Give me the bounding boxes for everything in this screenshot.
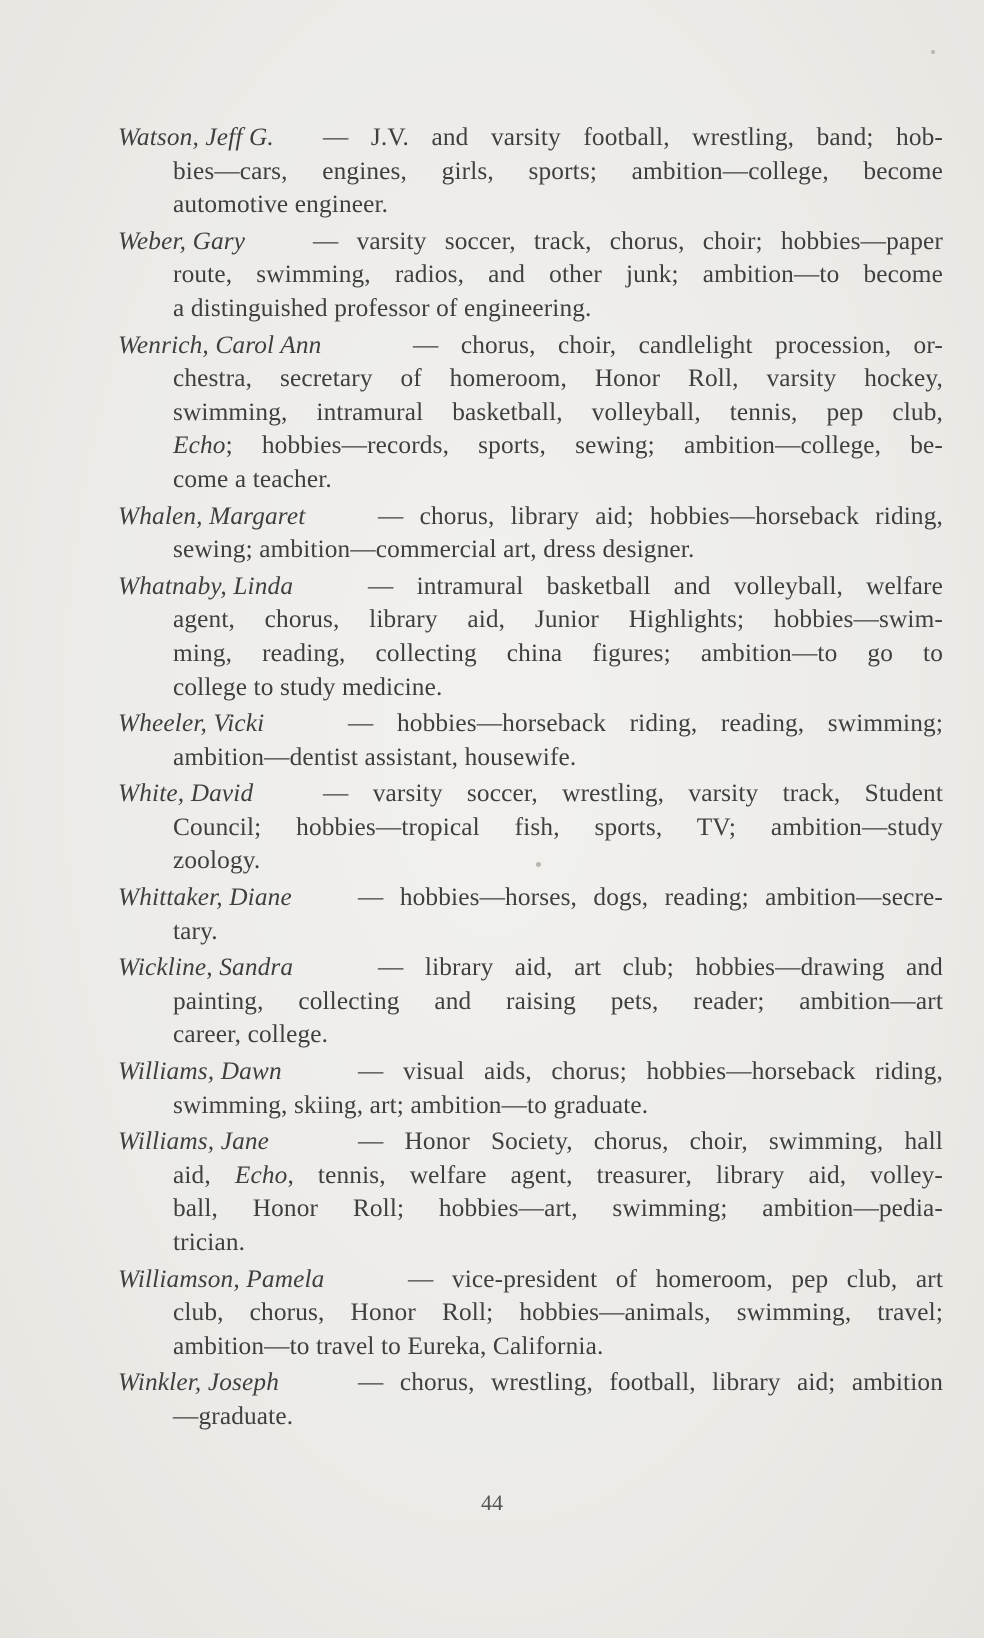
entry-text: a distinguished professor of engineering. xyxy=(173,293,592,322)
entry-text: route, swimming, radios, and other junk; ambition—to become xyxy=(173,260,943,289)
entry-text: bies—cars, engines, girls, sports; ambition—college, become xyxy=(173,156,943,185)
entry-line xyxy=(173,396,943,430)
entry-text: — chorus, wrestling, football, library aid; ambition xyxy=(358,1368,943,1397)
entry-text: — chorus, choir, candlelight procession, or- xyxy=(413,330,943,359)
entry-text: — varsity soccer, track, chorus, choir; hobbies—paper xyxy=(313,226,943,255)
entry-line xyxy=(173,429,943,463)
senior-entry xyxy=(118,570,943,704)
entry-line xyxy=(173,1366,943,1400)
entry-line xyxy=(173,741,943,775)
entry-text: tary. xyxy=(173,916,218,945)
entry-line xyxy=(173,637,943,671)
entry-line xyxy=(173,533,943,567)
entry-line xyxy=(173,603,943,637)
senior-entry xyxy=(118,707,943,774)
senior-entry xyxy=(118,500,943,567)
paper-speck xyxy=(931,50,935,54)
entry-line xyxy=(173,844,943,878)
student-name: Whatnaby, Linda xyxy=(118,571,294,600)
student-name: Wickline, Sandra xyxy=(118,953,294,982)
entry-text: Echo; hobbies—records, sports, sewing; ambition—college, be- xyxy=(173,431,943,460)
student-name: Williams, Jane xyxy=(118,1127,270,1156)
entry-text: — Honor Society, chorus, choir, swimming, hall xyxy=(358,1127,943,1156)
entry-text: come a teacher. xyxy=(173,464,332,493)
entry-text: club, chorus, Honor Roll; hobbies—animals, swimming, travel; xyxy=(173,1298,943,1327)
student-name: Watson, Jeff G. xyxy=(118,123,274,151)
entry-line xyxy=(173,811,943,845)
entry-text: agent, chorus, library aid, Junior Highlights; hobbies—swim- xyxy=(173,605,943,634)
senior-entry xyxy=(118,1263,943,1364)
senior-entry xyxy=(118,1366,943,1433)
entry-text: — varsity soccer, wrestling, varsity track, Student xyxy=(323,779,943,808)
student-name: White, David xyxy=(118,779,254,808)
senior-entry xyxy=(118,225,943,326)
student-name: Wenrich, Carol Ann xyxy=(118,330,322,359)
entry-text: college to study medicine. xyxy=(173,672,443,701)
entry-text: — hobbies—horseback riding, reading, swimming; xyxy=(348,709,943,738)
entry-text: sewing; ambition—commercial art, dress designer. xyxy=(173,535,695,564)
entry-line xyxy=(173,777,943,811)
entry-text: painting, collecting and raising pets, reader; ambition—art xyxy=(173,986,943,1015)
entry-line xyxy=(173,671,943,705)
student-name: Weber, Gary xyxy=(118,226,246,255)
entry-text: — vice-president of homeroom, pep club, art xyxy=(408,1264,943,1293)
entry-line xyxy=(173,1400,943,1434)
entry-text: zoology. xyxy=(173,846,261,875)
senior-entries-list xyxy=(0,121,984,1437)
entry-text: chestra, secretary of homeroom, Honor Roll, varsity hockey, xyxy=(173,364,943,393)
entry-line xyxy=(173,1018,943,1052)
entry-line xyxy=(173,707,943,741)
entry-text: Council; hobbies—tropical fish, sports, TV; ambition—study xyxy=(173,812,943,841)
senior-entry xyxy=(118,777,943,878)
entry-text: ambition—dentist assistant, housewife. xyxy=(173,742,577,771)
entry-line xyxy=(173,1226,943,1260)
entry-line xyxy=(173,121,943,155)
senior-entry xyxy=(118,1055,943,1122)
senior-entry xyxy=(118,121,943,222)
entry-line xyxy=(173,155,943,189)
entry-text: ambition—to travel to Eureka, California. xyxy=(173,1331,604,1360)
entry-line xyxy=(173,362,943,396)
entry-text: — library aid, art club; hobbies—drawing and xyxy=(378,953,943,982)
entry-text: ming, reading, collecting china figures; ambition—to go to xyxy=(173,638,943,667)
student-name: Winkler, Joseph xyxy=(118,1368,280,1397)
entry-text: trician. xyxy=(173,1228,246,1256)
senior-entry xyxy=(118,1125,944,1259)
senior-entry xyxy=(118,329,943,497)
entry-line xyxy=(173,1330,943,1364)
entry-line xyxy=(173,258,943,292)
entry-text: automotive engineer. xyxy=(173,190,389,219)
entry-text: —graduate. xyxy=(173,1401,294,1430)
entry-text: — J.V. and varsity football, wrestling, band; hob- xyxy=(323,123,943,151)
entry-line xyxy=(173,225,943,259)
entry-text: swimming, skiing, art; ambition—to graduate. xyxy=(173,1090,649,1119)
entry-line xyxy=(173,463,943,497)
student-name: Wheeler, Vicki xyxy=(118,709,265,738)
student-name: Whalen, Margaret xyxy=(118,501,306,530)
entry-text: swimming, intramural basketball, volleyball, tennis, pep club, xyxy=(173,397,943,426)
entry-line xyxy=(173,1125,943,1159)
entry-text: aid, Echo, tennis, welfare agent, treasurer, library aid, volley- xyxy=(173,1160,944,1189)
entry-text: — visual aids, chorus; hobbies—horseback riding, xyxy=(358,1057,943,1086)
page-number: 44 xyxy=(481,1490,503,1515)
entry-line xyxy=(173,1159,943,1193)
entry-line xyxy=(173,985,943,1019)
senior-entry xyxy=(118,951,943,1052)
entry-line xyxy=(173,1089,943,1123)
student-name: Whittaker, Diane xyxy=(118,883,292,912)
entry-text: career, college. xyxy=(173,1020,329,1049)
entry-line xyxy=(173,292,943,326)
entry-line xyxy=(173,915,943,949)
entry-line xyxy=(173,188,943,222)
entry-line xyxy=(173,1296,943,1330)
entry-text: — chorus, library aid; hobbies—horseback riding, xyxy=(378,501,943,530)
student-name: Williamson, Pamela xyxy=(118,1264,325,1293)
entry-line xyxy=(173,1192,943,1226)
entry-text: ball, Honor Roll; hobbies—art, swimming; ambition—pedia- xyxy=(173,1194,943,1223)
senior-entry xyxy=(118,881,943,948)
entry-text: — hobbies—horses, dogs, reading; ambition—secre- xyxy=(358,883,943,912)
entry-line xyxy=(173,1055,943,1089)
entry-text: — intramural basketball and volleyball, welfare xyxy=(368,571,943,600)
student-name: Williams, Dawn xyxy=(118,1057,282,1086)
